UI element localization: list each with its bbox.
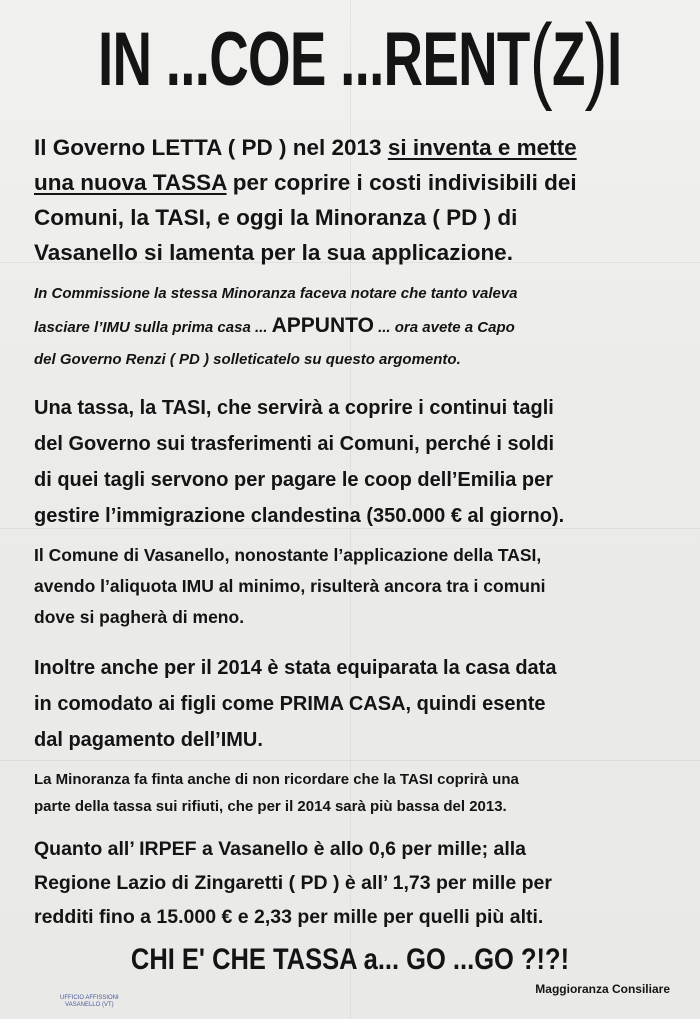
text: per coprire i costi indivisibili dei: [226, 170, 577, 195]
paragraph-line: del Governo Renzi ( PD ) solleticatelo su questo argomento.: [34, 351, 461, 368]
stamp-line: UFFICIO AFFISSIONI: [60, 995, 119, 1001]
title-paren-open: (: [529, 5, 552, 112]
paragraph-line: Vasanello si lamenta per la sua applicazione.: [34, 240, 513, 265]
paragraph-line: Quanto all’ IRPEF a Vasanello è allo 0,6 per mille; alla: [34, 838, 527, 860]
title-text: IN ...COE ...RENT: [97, 17, 530, 102]
paragraph-line: di quei tagli servono per pagare le coop dell’Emilia per: [34, 469, 554, 491]
paragraph-line: In Commissione la stessa Minoranza faceva notare che tanto valeva: [34, 285, 518, 302]
text: lasciare l’IMU sulla prima casa ...: [34, 319, 272, 336]
paragraph-commissione: [34, 278, 668, 376]
stamp-line: VASANELLO (VT): [65, 1002, 114, 1008]
paragraph-irpef: [34, 832, 668, 934]
underlined-text: una nuova TASSA: [34, 170, 227, 195]
title-paren-close: ): [584, 5, 607, 112]
paragraph-line: [34, 165, 668, 200]
paragraph-line: Regione Lazio di Zingaretti ( PD ) è all’ 1,73 per mille per: [34, 872, 552, 894]
slogan: CHI E' CHE TASSA a... GO ...GO ?!?!: [130, 943, 570, 976]
title-text-end: I: [606, 17, 622, 102]
title-letter: Z: [551, 17, 585, 102]
paragraph-letta: [34, 130, 668, 270]
paragraph-line: parte della tassa sui rifiuti, che per il 2014 sarà più bassa del 2013.: [34, 798, 507, 815]
paragraph-line: gestire l’immigrazione clandestina (350.000 € al giorno).: [34, 505, 565, 527]
signature: Maggioranza Consiliare: [535, 982, 670, 996]
paragraph-line: dove si pagherà di meno.: [34, 607, 245, 627]
paragraph-comune: [34, 540, 668, 633]
paragraph-line: [34, 130, 668, 165]
paragraph-line: Comuni, la TASI, e oggi la Minoranza ( PD ) di: [34, 205, 518, 230]
paragraph-prima-casa: [34, 650, 668, 758]
paragraph-line: dal pagamento dell’IMU.: [34, 729, 263, 751]
paragraph-line: del Governo sui trasferimenti ai Comuni, perché i soldi: [34, 433, 555, 455]
poster-title: [97, 5, 622, 112]
paragraph-tasi: [34, 390, 668, 534]
paragraph-line: avendo l’aliquota IMU al minimo, risulterà ancora tra i comuni: [34, 576, 546, 596]
paragraph-line: redditi fino a 15.000 € e 2,33 per mille per quelli più alti.: [34, 906, 544, 928]
emphasis-text: APPUNTO: [271, 314, 374, 337]
underlined-text: si inventa e mette: [387, 135, 577, 160]
affissioni-stamp: [60, 995, 119, 1009]
paragraph-line: Una tassa, la TASI, che servirà a coprire i continui tagli: [34, 397, 554, 419]
text: ... ora avete a Capo: [373, 319, 515, 336]
text: Il Governo LETTA ( PD ) nel 2013: [34, 135, 388, 160]
paragraph-line: Inoltre anche per il 2014 è stata equiparata la casa data: [34, 657, 557, 679]
paragraph-rifiuti: [34, 766, 668, 820]
paragraph-line: La Minoranza fa finta anche di non ricordare che la TASI coprirà una: [34, 771, 519, 788]
paragraph-line: Il Comune di Vasanello, nonostante l’applicazione della TASI,: [34, 545, 542, 565]
paragraph-line: [34, 310, 668, 344]
paragraph-line: in comodato ai figli come PRIMA CASA, quindi esente: [34, 693, 546, 715]
